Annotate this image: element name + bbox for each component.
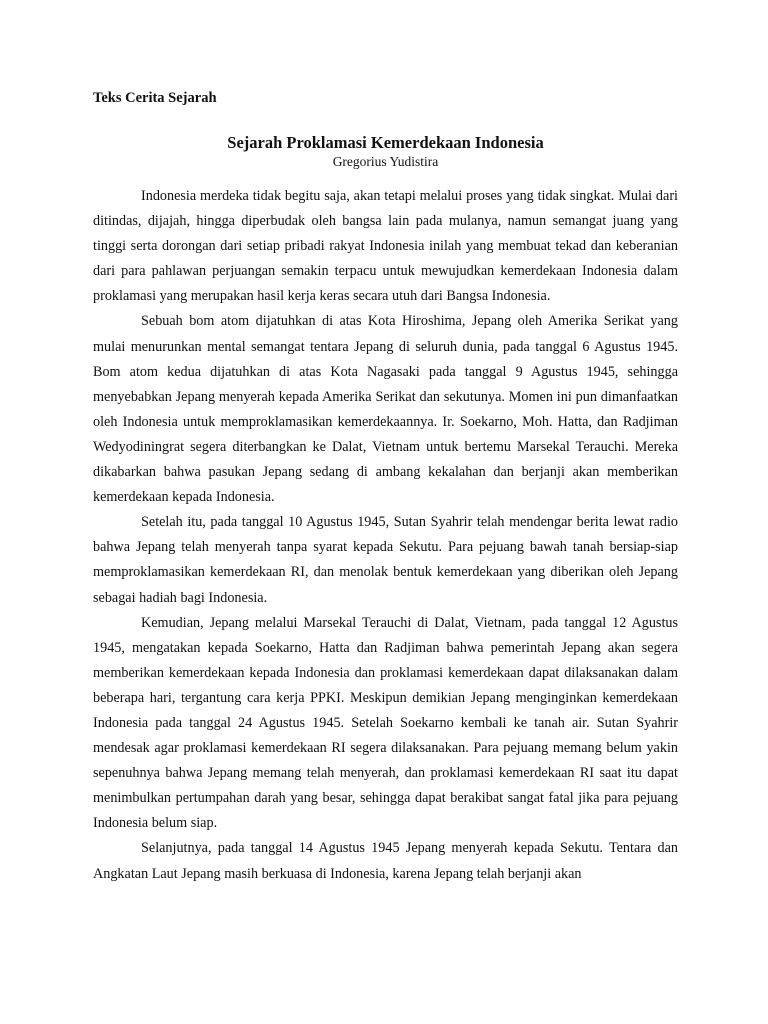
document-body bbox=[93, 184, 678, 887]
paragraph: Setelah itu, pada tanggal 10 Agustus 1945, Sutan Syahrir telah mendengar berita lewat radio bahwa Jepang telah menyerah tanpa syarat kepada Sekutu. Para pejuang bawah tanah bersiap-siap memproklamasikan kemerdekaan RI, dan menolak bentuk kemerdekaan yang diberikan oleh Jepang sebagai hadiah bagi Indonesia. bbox=[93, 514, 678, 606]
paragraph: Sebuah bom atom dijatuhkan di atas Kota Hiroshima, Jepang oleh Amerika Serikat yang mulai menurunkan mental semangat tentara Jepang di seluruh dunia, pada tanggal 6 Agustus 1945. Bom atom kedua dijatuhkan di atas Kota Nagasaki pada tanggal 9 Agustus 1945, sehingga menyebabkan Jepang menyerah kepada Amerika Serikat dan sekutunya. Momen ini pun dimanfaatkan oleh Indonesia untuk memproklamasikan kemerdekaannya. Ir. Soekarno, Moh. Hatta, dan Radjiman Wedyodiningrat segera diterbangkan ke Dalat, Vietnam untuk bertemu Marsekal Terauchi. Mereka dikabarkan bahwa pasukan Jepang sedang di ambang kekalahan dan berjanji akan memberikan kemerdekaan kepada Indonesia. bbox=[93, 313, 678, 506]
document-title: Sejarah Proklamasi Kemerdekaan Indonesia bbox=[227, 133, 544, 152]
document-label: Teks Cerita Sejarah bbox=[93, 90, 217, 106]
document-author: Gregorius Yudistira bbox=[332, 154, 439, 169]
paragraph: Indonesia merdeka tidak begitu saja, akan tetapi melalui proses yang tidak singkat. Mulai dari ditindas, dijajah, hingga diperbudak oleh bangsa lain pada mulanya, namun semangat juang yang tinggi serta dorongan dari setiap pribadi rakyat Indonesia inilah yang membuat tekad dan keberanian dari para pahlawan perjuangan semakin terpacu untuk mewujudkan kemerdekaan Indonesia dalam proklamasi yang merupakan hasil kerja keras secara utuh dari Bangsa Indonesia. bbox=[93, 188, 678, 305]
paragraph: Kemudian, Jepang melalui Marsekal Terauchi di Dalat, Vietnam, pada tanggal 12 Agustus 1945, mengatakan kepada Soekarno, Hatta dan Radjiman bahwa pemerintah Jepang akan segera memberikan kemerdekaan kepada Indonesia dan proklamasi kemerdekaan dapat dilaksanakan dalam beberapa hari, tergantung cara kerja PPKI. Meskipun demikian Jepang menginginkan kemerdekaan Indonesia pada tanggal 24 Agustus 1945. Setelah Soekarno kembali ke tanah air. Sutan Syahrir mendesak agar proklamasi kemerdekaan RI segera dilaksanakan. Para pejuang memang belum yakin sepenuhnya bahwa Jepang memang telah menyerah, dan proklamasi kemerdekaan RI saat itu dapat menimbulkan pertumpahan darah yang besar, sehingga dapat berakibat sangat fatal jika para pejuang Indonesia belum siap. bbox=[93, 614, 678, 832]
paragraph: Selanjutnya, pada tanggal 14 Agustus 1945 Jepang menyerah kepada Sekutu. Tentara dan Angkatan Laut Jepang masih berkuasa di Indonesia, karena Jepang telah berjanji akan bbox=[93, 840, 678, 882]
